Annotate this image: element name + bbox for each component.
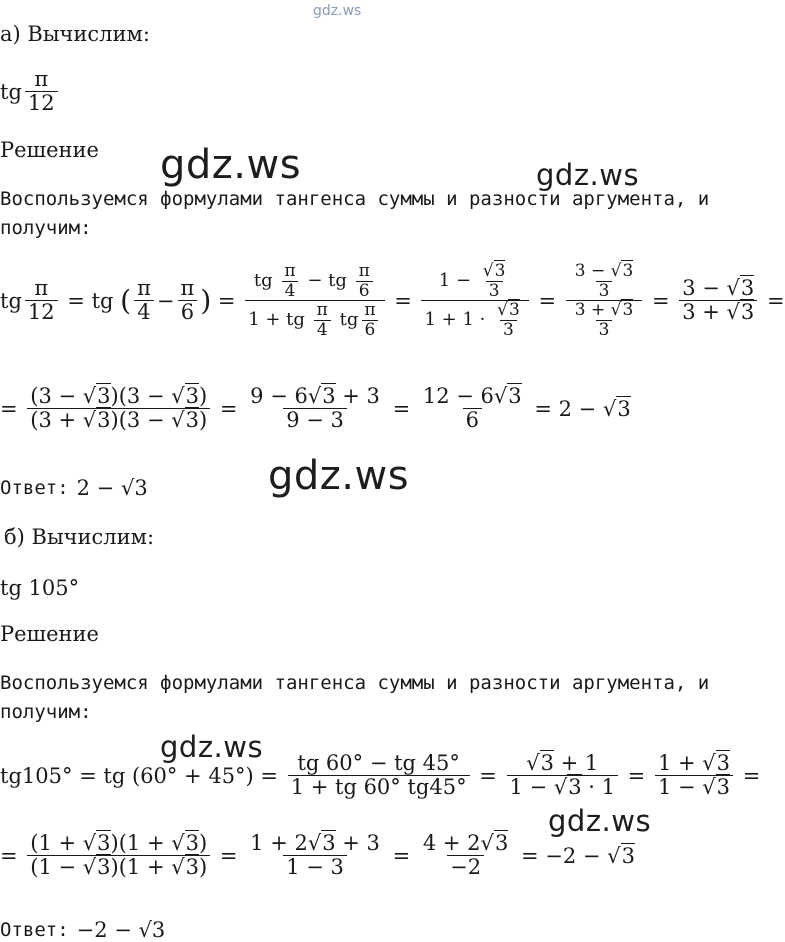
part-b-expression: tg 105° xyxy=(0,576,80,600)
part-a-equation-2: = $\frac{(3 - √ 3)(3 - √ 3)}{(3 + √ 3)(3 - √ 3)}$ = $\frac{9 - 6√ 3 + 3}{9 - 3}$ = $\frac{12 - 6√ 3}{6}$ = 2 − √ 3 xyxy=(0,385,631,432)
part-a-heading: а) Вычислим: xyxy=(0,22,150,46)
part-a-answer xyxy=(0,476,148,500)
watermark: gdz.ws xyxy=(160,730,264,764)
part-a-intro-line2: получим: xyxy=(0,217,92,239)
watermark: gdz.ws xyxy=(548,804,652,838)
part-b-solution-label: Решение xyxy=(0,622,99,646)
part-b-equation-1: tg105° = tg (60° + 45°) = $\frac{tg 60^\circ - tg 45^\circ}{1 + tg 60^\circ tg45^\circ}$ = √ $\frac{3 + 1}{1 - √ 3 \cdot 1}$ = $\frac{1 + √ 3}{1 - √ 3}$ = xyxy=(0,752,760,799)
watermark: gdz.ws xyxy=(160,142,302,188)
watermark: gdz.ws xyxy=(268,453,410,499)
part-a-expr-prefix: tg xyxy=(0,79,22,104)
part-a-intro-line1: Воспользуемся формулами тангенса суммы и разности аргумента, и xyxy=(0,188,710,210)
part-a-answer-label: Ответ: xyxy=(0,477,69,499)
part-b-intro-line1: Воспользуемся формулами тангенса суммы и разности аргумента, и xyxy=(0,672,710,694)
part-b-answer xyxy=(0,918,165,942)
part-a-equation-1: tg $\frac{\pi}{12}$ = tg ( $\frac{\pi}{4}$ − $\frac{\pi}{6}$ ) = tg $\frac{\pi}{4}$ − tg $\frac{\pi}{6}$ 1 + tg $\frac{\pi}{4}$ tg $\frac{\pi}{6}$ = 1 − √ $\frac{3}{3}$ 1 + 1 · √ $\frac{3}{3}$ = $\frac{\frac{3 - √ 3}{3}}{\frac{3 + √ 3}{3}}$ = $\frac{3 - √ 3}{3 + √ 3}$ = xyxy=(0,262,785,340)
watermark: gdz.ws xyxy=(536,158,640,192)
watermark-top: gdz.ws xyxy=(313,3,362,19)
part-a-expr-den: 12 xyxy=(25,91,58,115)
part-a-solution-label: Решение xyxy=(0,138,99,162)
part-b-equation-2: = $\frac{(1 + √ 3)(1 + √ 3)}{(1 - √ 3)(1 + √ 3)}$ = $\frac{1 + 2√ 3 + 3}{1 - 3}$ = $\frac{4 + 2√ 3}{-2}$ = −2 − √ 3 xyxy=(0,832,635,879)
part-a-expr-num: π xyxy=(34,67,49,91)
part-b-answer-value: −2 − √3 xyxy=(76,918,166,942)
part-a-expression xyxy=(0,68,61,115)
part-a-expr-fraction xyxy=(25,68,58,115)
part-a-answer-value: 2 − √3 xyxy=(76,476,148,500)
part-b-answer-label: Ответ: xyxy=(0,919,69,941)
part-b-heading: б) Вычислим: xyxy=(4,525,155,549)
part-b-intro-line2: получим: xyxy=(0,701,92,723)
